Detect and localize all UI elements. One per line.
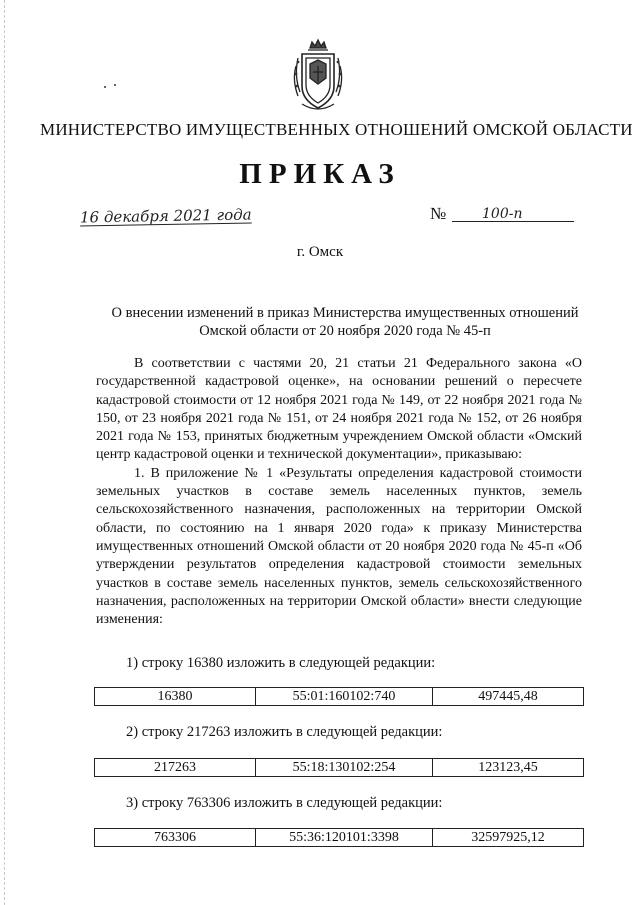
data-table-row — [94, 828, 584, 847]
data-table-row — [94, 687, 584, 706]
number-label: № — [430, 204, 447, 223]
body-paragraph: В соответствии с частями 20, 21 статьи 21 Федерального закона «О государственной кадастровой оценке», на основании решений о пересчете кадастровой стоимости от 12 ноября 2021 года № 149, от 22 ноября 2021 года № 150, от 23 ноября 2021 года № 151, от 24 ноября 2021 года № 152, от 26 ноября 2021 года № 153, принятых бюджетным учреждением Омской области «Омский центр кадастровой оценки и технической документации», приказываю: — [96, 356, 582, 463]
table-cell-cadastral-value: 123123,45 — [478, 760, 538, 775]
data-table-row — [94, 758, 584, 777]
handwritten-number: 100-п — [482, 206, 523, 222]
document-body — [96, 355, 582, 629]
change-item-1: 1) строку 16380 изложить в следующей редакции: — [126, 655, 436, 671]
table-cell-row-number: 217263 — [95, 759, 256, 776]
scan-speck — [104, 86, 106, 88]
table-cell-row-number: 16380 — [95, 688, 256, 705]
table-cell-cadastral-number: 55:36:120101:3398 — [256, 829, 433, 846]
table-cell-cadastral-number: 55:01:160102:740 — [256, 688, 433, 705]
coat-of-arms-emblem-icon — [288, 38, 348, 114]
table-cell-cadastral-number: 55:18:130102:254 — [256, 759, 433, 776]
table-cell-row-number: 763306 — [95, 829, 256, 846]
city-label: г. Омск — [296, 244, 344, 260]
document-type-title: ПРИКАЗ — [239, 158, 401, 190]
table-cell-cadastral-value: 497445,48 — [478, 689, 538, 704]
scan-edge — [4, 0, 6, 905]
body-paragraph: 1. В приложение № 1 «Результаты определения кадастровой стоимости земельных участков в составе земель населенных пунктов, земель сельскохозяйственного назначения, расположенных на территории Омской области, по состоянию на 1 января 2020 года» к приказу Министерства имущественных отношений Омской области от 20 ноября 2020 года № 45-п «Об утверждении результатов определения кадастровой стоимости земельных участков в составе земель населенных пунктов, земель сельскохозяйственного назначения, расположенных на территории Омской области» внести следующие изменения: — [96, 465, 582, 628]
table-cell-cadastral-value: 32597925,12 — [471, 830, 545, 845]
change-item-3: 3) строку 763306 изложить в следующей редакции: — [126, 795, 443, 811]
scan-speck — [114, 84, 116, 86]
handwritten-date: 16 декабря 2021 года — [79, 205, 252, 227]
document-subject: О внесении изменений в приказ Министерства имущественных отношений Омской области от 20 ноября 2020 года № 45-п — [111, 305, 579, 339]
ministry-name: МИНИСТЕРСТВО ИМУЩЕСТВЕННЫХ ОТНОШЕНИЙ ОМСКОЙ ОБЛАСТИ — [40, 120, 633, 139]
change-item-2: 2) строку 217263 изложить в следующей редакции: — [126, 724, 443, 740]
